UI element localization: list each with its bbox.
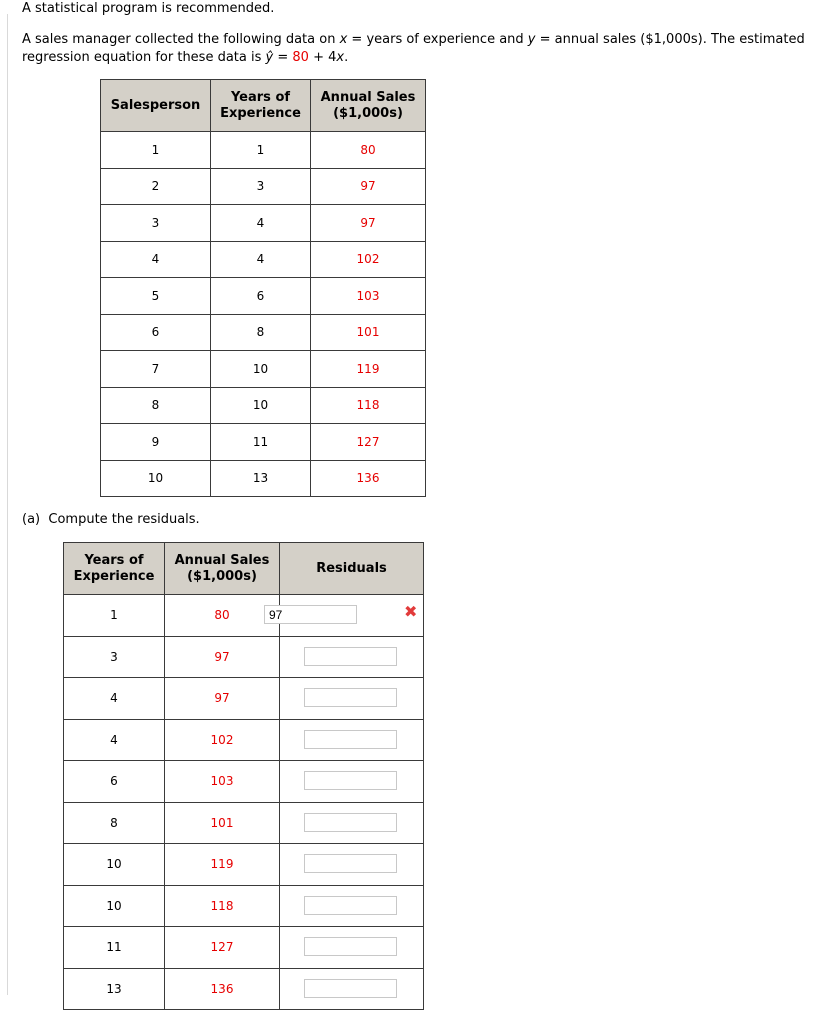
table-row: 1 1 80 <box>101 132 426 169</box>
header-years-experience: Years of Experience <box>64 543 165 595</box>
residual-input[interactable] <box>304 771 397 790</box>
header-salesperson: Salesperson <box>101 80 211 132</box>
residual-input[interactable] <box>304 896 397 915</box>
header-years-experience: Years of Experience <box>211 80 311 132</box>
residual-input[interactable] <box>304 730 397 749</box>
residual-input[interactable] <box>264 605 357 624</box>
table-row: 10 13 136 <box>101 460 426 497</box>
table-row: 7 10 119 <box>101 351 426 388</box>
y-hat-symbol: ŷ <box>265 50 274 65</box>
table-row: 8 101 <box>64 802 424 844</box>
table-row: 4 102 <box>64 719 424 761</box>
header-annual-sales: Annual Sales ($1,000s) <box>165 543 280 595</box>
part-a-label: (a) <box>22 512 41 527</box>
residual-input[interactable] <box>304 937 397 956</box>
table-row: 9 11 127 <box>101 424 426 461</box>
part-a-prompt <box>22 511 200 529</box>
table-row: 4 97 <box>64 678 424 720</box>
intro-text: A statistical program is recommended. <box>22 1 275 16</box>
intercept-value: 80 <box>292 50 309 65</box>
table-row: 2 3 97 <box>101 168 426 205</box>
table-row: 11 127 <box>64 927 424 969</box>
residual-input[interactable] <box>304 688 397 707</box>
table-row: 10 118 <box>64 885 424 927</box>
table-row: 5 6 103 <box>101 278 426 315</box>
data-table <box>100 79 426 497</box>
table-row: 3 97 <box>64 636 424 678</box>
table-row: 8 10 118 <box>101 387 426 424</box>
table-row: 6 103 <box>64 761 424 803</box>
header-annual-sales: Annual Sales ($1,000s) <box>311 80 426 132</box>
question-line-1: A sales manager collected the following data on x = years of experience and y = annual sales ($1,000s). The estimated <box>22 32 805 47</box>
table-row: 1 80 97 ✖ <box>64 595 424 637</box>
residual-input[interactable] <box>304 647 397 666</box>
question-line-2: regression equation for these data is ŷ = 80 + 4x. <box>22 50 349 65</box>
residual-input[interactable] <box>304 854 397 873</box>
table-row: 10 119 <box>64 844 424 886</box>
table-row: 3 4 97 <box>101 205 426 242</box>
residual-input[interactable] <box>304 813 397 832</box>
part-a-text: Compute the residuals. <box>48 512 200 527</box>
table-row: 6 8 101 <box>101 314 426 351</box>
header-residuals: Residuals <box>280 543 424 595</box>
table-row: 13 136 <box>64 968 424 1010</box>
left-border <box>7 14 8 995</box>
residuals-table <box>63 542 424 1010</box>
table-row: 4 4 102 <box>101 241 426 278</box>
incorrect-x-icon: ✖ <box>404 602 418 621</box>
